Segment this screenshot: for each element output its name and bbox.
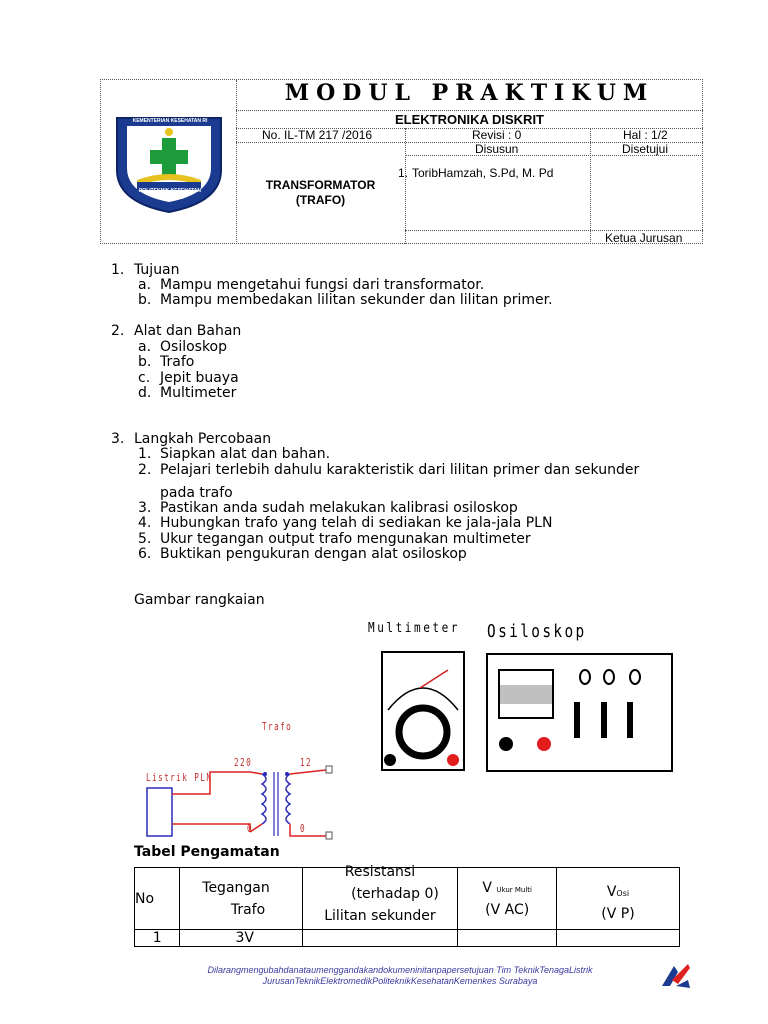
multimeter-probe-red [447,754,459,766]
secondary-wire-top [290,770,326,774]
primary-bottom-label: 0 [247,822,252,835]
list-marker: b. [138,354,152,370]
terminal [326,766,332,773]
primary-lead [250,772,262,774]
primary-coil [262,774,266,824]
list-marker: 4. [138,515,152,531]
table-header-row [135,868,680,930]
header-resistansi-line3: Lilitan sekunder [324,907,436,924]
header-v-ukur-unit: (V AC) [485,901,530,918]
pln-label: Listrik PLN [146,771,213,784]
revision: Revisi : 0 [472,128,522,142]
topic-line2: (TRAFO) [295,193,346,207]
osiloskop-label: Osiloskop [487,621,587,642]
list-item: Jepit buaya [160,370,239,386]
footer [150,965,650,987]
multimeter-label: Multimeter [368,621,461,636]
list-item: Osiloskop [160,339,228,355]
header-resistansi [302,863,458,930]
list-item: Hubungkan trafo yang telah di sediakan ke jala-jala PLN [160,515,553,531]
section-2-title: Alat dan Bahan [134,323,242,339]
page-title: MODUL PRAKTIKUM [284,80,655,106]
polarity-dot [263,772,267,776]
disetujui-label: Disetujui [622,142,669,156]
header-divider [236,110,703,111]
oscilloscope-drawing [485,652,675,774]
oscilloscope-probe-black [499,737,513,751]
list-item: Pastikan anda sudah melakukan kalibrasi osiloskop [160,500,518,516]
subject-title: ELEKTRONIKA DISKRIT [394,112,545,127]
secondary-coil [286,774,290,824]
list-item: Trafo [160,354,195,370]
header-tegangan-line1: Tegangan [202,879,270,896]
list-marker: 5. [138,531,152,547]
header-v-osi-unit: (V P) [601,905,635,922]
header-tegangan-line2: Trafo [230,901,266,918]
page-number: Hal : 1/2 [623,128,668,142]
list-marker: 3. [138,500,152,516]
author-name: ToribHamzah, S.Pd, M. Pd [412,166,554,180]
table-row [135,930,680,947]
list-marker: 1. [138,446,152,462]
header-no: No [135,868,180,930]
logo-text-city: SURABAYA [156,195,184,201]
secondary-bottom-label: 0 [300,822,305,835]
list-marker: a. [138,339,152,355]
approver-role: Ketua Jurusan [605,231,683,245]
primary-wire-bottom [172,824,250,832]
header-resistansi-line1: Resistansi [344,863,416,880]
primary-top-label: 220 [234,756,253,769]
footer-line2: JurusanTeknikElektromedikPoliteknikKesehatanKemenkes Surabaya [262,976,538,986]
header-resistansi-line2: (terhadap 0) [351,885,439,902]
doc-number: No. IL-TM 217 /2016 [262,128,373,142]
list-item: Pelajari terlebih dahulu karakteristik dari lilitan primer dan sekunder [160,462,640,478]
oscilloscope-slider [574,702,580,738]
header-v-osi-symbol: V [606,883,617,900]
cell-v-ukur [458,930,557,947]
header-tegangan [180,868,302,930]
list-item: Ukur tegangan output trafo mengunakan multimeter [160,531,531,547]
cell-v-osi [556,930,679,947]
cell-resistansi [302,930,458,947]
list-item: pada trafo [160,485,233,501]
list-item: Buktikan pengukuran dengan alat osiloskop [160,546,467,562]
logo-text-top: KEMENTERIAN KESEHATAN RI [132,118,208,124]
table-caption: Tabel Pengamatan [134,844,280,860]
list-marker: 2. [138,462,152,478]
section-3-title: Langkah Percobaan [134,431,272,447]
header-divider [590,128,591,244]
header-v-osi-sub: Osi [616,888,630,898]
section-2-number: 2. [111,323,125,339]
topic-line1: TRANSFORMATOR [265,178,376,192]
header-v-osi [556,868,679,930]
header-v-ukur-sub: Ukur Multi [496,885,532,894]
list-item: Mampu membedakan lilitan sekunder dan lilitan primer. [160,292,553,308]
cell-no: 1 [135,930,180,947]
list-marker: a. [138,277,152,293]
footer-line1: Dilarangmengubahdanataumenggandakandokumeninitanpapersetujuan Tim TeknikTenagaListrik [207,965,593,975]
trafo-circuit [140,760,340,840]
multimeter-drawing [380,650,466,774]
pln-source [147,788,172,836]
footer-logo [658,960,694,992]
secondary-wire-bottom [290,824,326,836]
disusun-label: Disusun [475,142,519,156]
multimeter-probe-black [384,754,396,766]
polarity-dot [285,772,289,776]
header-v-ukur-symbol: V [482,879,492,896]
list-marker: 6. [138,546,152,562]
oscilloscope-slider [627,702,633,738]
logo-text-bottom: POLITEKNIK KESEHATAN [138,188,202,194]
primary-lead [250,824,262,832]
list-marker: d. [138,385,152,401]
list-item: Multimeter [160,385,237,401]
secondary-top-label: 12 [300,756,313,769]
section-1-title: Tujuan [134,262,180,278]
header-divider [405,128,406,244]
figure-caption: Gambar rangkaian [134,592,265,608]
author-number: 1. [398,166,409,180]
trafo-label: Trafo [262,720,293,733]
oscilloscope-slider [601,702,607,738]
section-1-number: 1. [111,262,125,278]
primary-wire-top [172,772,250,794]
header-v-ukur [458,868,557,930]
list-item: Mampu mengetahui fungsi dari transformator. [160,277,485,293]
list-item: Siapkan alat dan bahan. [160,446,331,462]
oscilloscope-probe-red [537,737,551,751]
observation-table [134,863,680,947]
oscilloscope-trace [500,685,552,704]
list-marker: c. [138,370,151,386]
cell-tegangan: 3V [180,930,302,947]
list-marker: b. [138,292,152,308]
section-3-number: 3. [111,431,125,447]
terminal [326,832,332,839]
